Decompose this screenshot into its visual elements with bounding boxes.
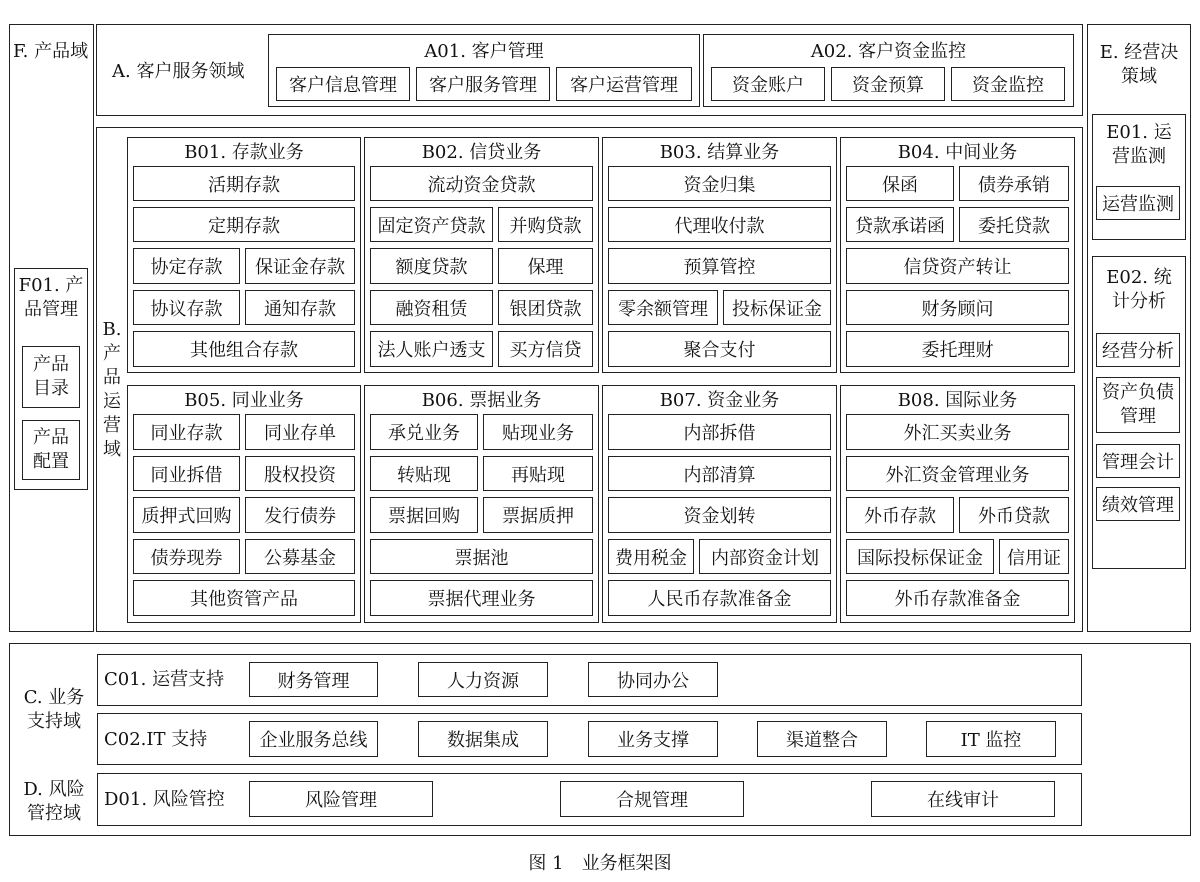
fx-deposit-reserve: 外币存款准备金: [846, 580, 1069, 616]
aggregated-payment: 聚合支付: [608, 331, 831, 367]
b01-title: B01. 存款业务: [184, 142, 304, 163]
bid-bond: 投标保证金: [723, 290, 831, 325]
margin-deposit: 保证金存款: [245, 248, 355, 284]
agency-collection-payment: 代理收付款: [608, 207, 831, 242]
fund-transfer: 资金划转: [608, 497, 831, 533]
negotiated-deposit: 协议存款: [133, 290, 240, 325]
rediscount-transfer: 转贴现: [370, 456, 478, 491]
d01-title: D01. 风险管控: [104, 789, 225, 810]
credit-line-loan: 额度贷款: [370, 248, 493, 284]
fees-and-taxes: 费用税金: [608, 539, 694, 574]
performance-management: 绩效管理: [1096, 487, 1180, 521]
data-integration: 数据集成: [418, 721, 548, 757]
b07-title: B07. 资金业务: [659, 390, 780, 411]
entrusted-wealth-management: 委托理财: [846, 331, 1069, 367]
equity-investment: 股权投资: [245, 456, 355, 491]
international-bid-bond: 国际投标保证金: [846, 539, 994, 574]
bond-issuance: 发行债券: [245, 497, 355, 533]
bill-repo: 票据回购: [370, 497, 478, 533]
customer-operation-management: 客户运营管理: [556, 67, 692, 101]
operation-monitoring: 运营监测: [1096, 186, 1180, 220]
cash-bond: 债券现券: [133, 539, 240, 574]
online-audit: 在线审计: [871, 781, 1055, 817]
public-fund: 公募基金: [245, 539, 355, 574]
a02-title: A02. 客户资金监控: [810, 41, 967, 62]
collaborative-office: 协同办公: [588, 662, 718, 697]
notice-deposit: 通知存款: [245, 290, 355, 325]
budget-control: 预算管控: [608, 248, 831, 284]
letter-of-guarantee: 保函: [846, 166, 954, 201]
product-config: 产品配置: [22, 420, 80, 480]
financial-advisory: 财务顾问: [846, 290, 1069, 325]
asset-liability-management: 资产负债管理: [1096, 377, 1180, 433]
financial-management: 财务管理: [249, 662, 378, 697]
bond-underwriting: 债券承销: [959, 166, 1069, 201]
b04-title: B04. 中间业务: [897, 142, 1018, 163]
b08-title: B08. 国际业务: [897, 390, 1018, 411]
credit-asset-transfer: 信贷资产转让: [846, 248, 1069, 284]
business-support: 业务支撑: [588, 721, 718, 757]
bill-pool: 票据池: [370, 539, 593, 574]
risk-control-domain-label: D. 风险管控域: [23, 779, 85, 824]
b03-title: B03. 结算业务: [659, 142, 780, 163]
pledged-repo: 质押式回购: [133, 497, 240, 533]
internal-lending: 内部拆借: [608, 414, 831, 450]
buyer-credit: 买方信贷: [498, 331, 593, 367]
corporate-overdraft: 法人账户透支: [370, 331, 493, 367]
interbank-lending: 同业拆借: [133, 456, 240, 491]
foreign-currency-loan: 外币贷款: [959, 497, 1069, 533]
internal-clearing: 内部清算: [608, 456, 831, 491]
agreed-deposit: 协定存款: [133, 248, 240, 284]
acceptance-business: 承兑业务: [370, 414, 478, 450]
central-rediscount: 再贴现: [483, 456, 593, 491]
syndicated-loan: 银团贷款: [498, 290, 593, 325]
human-resources: 人力资源: [418, 662, 548, 697]
fixed-asset-loan: 固定资产贷款: [370, 207, 493, 242]
fund-monitoring: 资金监控: [951, 67, 1065, 101]
product-catalog: 产品目录: [22, 346, 80, 408]
a01-title: A01. 客户管理: [424, 41, 544, 62]
fx-fund-management: 外汇资金管理业务: [846, 456, 1069, 491]
c01-title: C01. 运营支持: [104, 669, 225, 690]
entrusted-loan: 委托贷款: [959, 207, 1069, 242]
risk-management: 风险管理: [249, 781, 433, 817]
b02-title: B02. 信贷业务: [421, 142, 542, 163]
interbank-cd: 同业存单: [245, 414, 355, 450]
foreign-currency-deposit: 外币存款: [846, 497, 954, 533]
f01-title: F01. 产品管理: [18, 275, 84, 320]
business-decision-domain-label: E. 经营决策域: [1099, 42, 1179, 87]
working-capital-loan: 流动资金贷款: [370, 166, 593, 201]
rmb-deposit-reserve: 人民币存款准备金: [608, 580, 831, 616]
letter-of-credit: 信用证: [999, 539, 1069, 574]
merger-loan: 并购贷款: [498, 207, 593, 242]
interbank-deposit: 同业存款: [133, 414, 240, 450]
internal-fund-plan: 内部资金计划: [699, 539, 831, 574]
customer-service-management: 客户服务管理: [416, 67, 550, 101]
loan-commitment-letter: 贷款承诺函: [846, 207, 954, 242]
bill-agency-business: 票据代理业务: [370, 580, 593, 616]
cash-pooling: 资金归集: [608, 166, 831, 201]
factoring: 保理: [498, 248, 593, 284]
figure-caption: 图 1 业务框架图: [528, 853, 672, 874]
customer-service-domain-label: A. 客户服务领域: [112, 61, 245, 82]
other-combined-deposit: 其他组合存款: [133, 331, 355, 367]
fund-budget: 资金预算: [831, 67, 945, 101]
time-deposit: 定期存款: [133, 207, 355, 242]
e01-title: E01. 运营监测: [1106, 122, 1172, 167]
product-operation-domain-label: B.产品运营域: [102, 319, 122, 460]
business-analysis: 经营分析: [1096, 333, 1180, 367]
enterprise-service-bus: 企业服务总线: [249, 721, 378, 757]
other-asset-management: 其他资管产品: [133, 580, 355, 616]
management-accounting: 管理会计: [1096, 444, 1180, 478]
b05-title: B05. 同业业务: [184, 390, 304, 411]
demand-deposit: 活期存款: [133, 166, 355, 201]
c02-title: C02.IT 支持: [104, 729, 208, 750]
customer-info-management: 客户信息管理: [276, 67, 410, 101]
fx-trading: 外汇买卖业务: [846, 414, 1069, 450]
finance-lease: 融资租赁: [370, 290, 493, 325]
compliance-management: 合规管理: [560, 781, 744, 817]
b06-title: B06. 票据业务: [421, 390, 542, 411]
zero-balance-management: 零余额管理: [608, 290, 718, 325]
business-support-domain-label: C. 业务支持域: [23, 687, 85, 732]
it-monitoring: IT 监控: [926, 721, 1056, 757]
discount-business: 贴现业务: [483, 414, 593, 450]
fund-account: 资金账户: [711, 67, 825, 101]
product-domain-label: F. 产品域: [13, 41, 89, 62]
e02-title: E02. 统计分析: [1106, 267, 1172, 312]
bill-pledge: 票据质押: [483, 497, 593, 533]
channel-integration: 渠道整合: [757, 721, 887, 757]
